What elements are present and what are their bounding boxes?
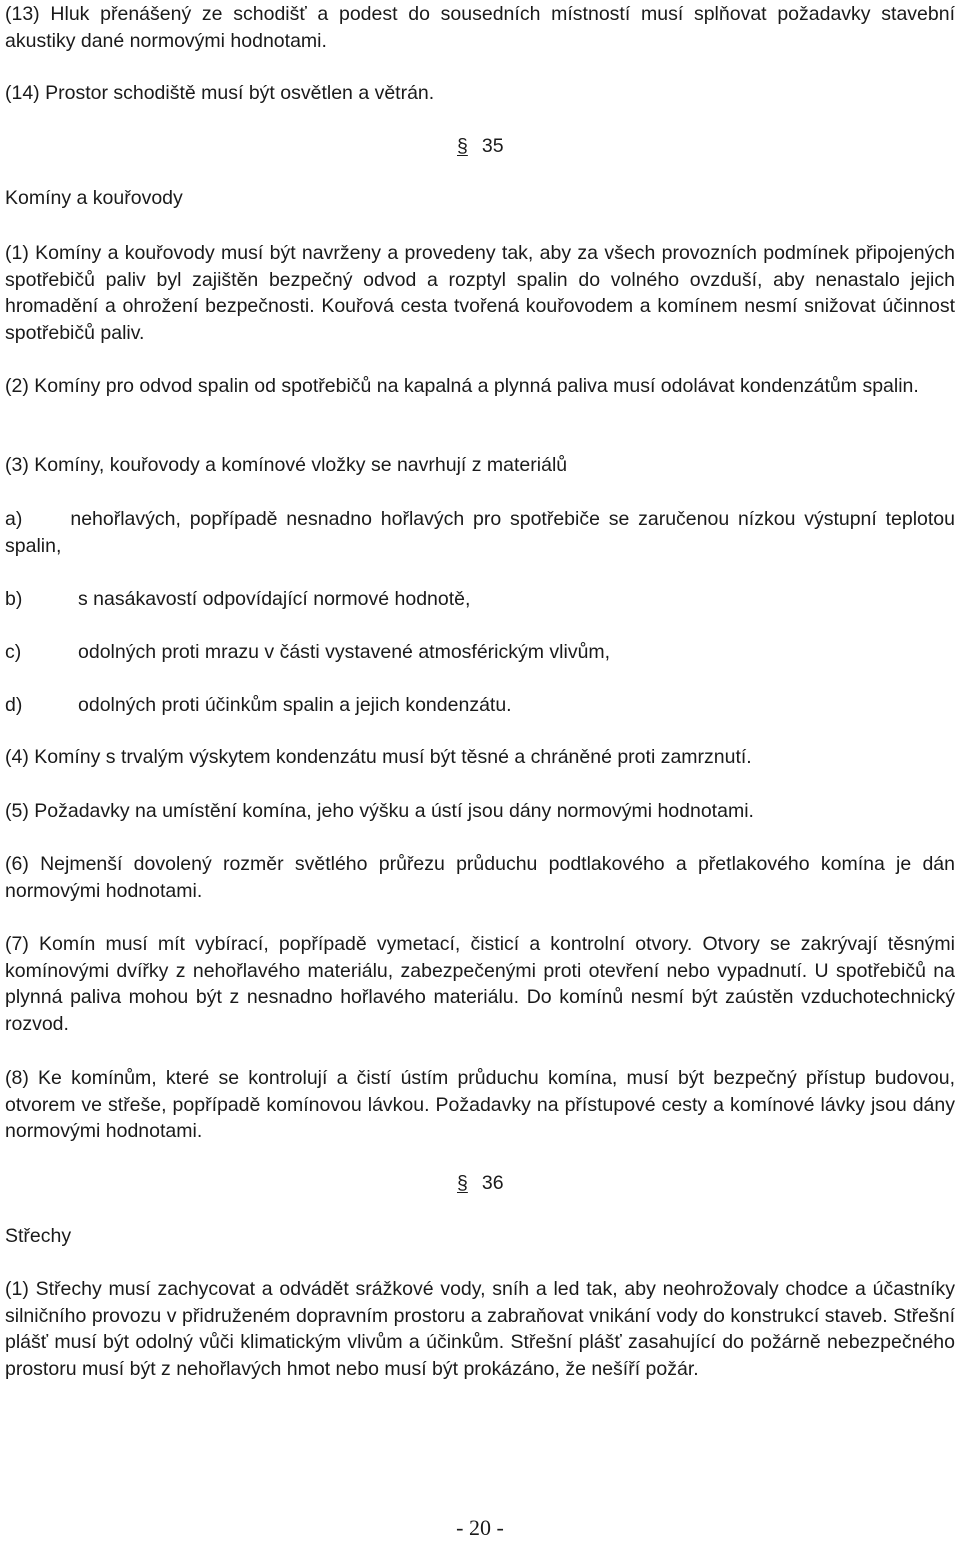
list-item-text: nehořlavých, popřípadě nesnadno hořlavých pro spotřebiče se zaručenou nízkou výstupní teplotou spalin, xyxy=(5,508,955,557)
list-item-label: c) xyxy=(5,641,22,663)
section-sign: § xyxy=(457,1172,468,1194)
section-35-paragraph-2: (2) Komíny pro odvod spalin od spotřebičů na kapalná a plynná paliva musí odolávat kondenzátům spalin. xyxy=(5,375,919,397)
list-item-label: a) xyxy=(5,508,23,530)
list-item-c xyxy=(5,639,955,666)
paragraph-13: (13) Hluk přenášený ze schodišť a podest do sousedních místností musí splňovat požadavky stavební akustiky dané normovými hodnotami. xyxy=(5,3,955,52)
section-36-paragraph-1: (1) Střechy musí zachycovat a odvádět srážkové vody, sníh a led tak, aby neohrožovaly chodce a účastníky silničního provozu v přidruženém dopravním prostoru a zabraňovat vnikání vody do konstrukcí staveb. Střešní plášť musí být odolný vůči klimatickým vlivům a účinkům. Střešní plášť zasahující do požárně nebezpečného prostoru musí být z nehořlavých hmot nebo musí být prokázáno, že nešíří požár. xyxy=(5,1278,955,1380)
section-sign: § xyxy=(457,135,468,157)
section-35-paragraph-7: (7) Komín musí mít vybírací, popřípadě vymetací, čisticí a kontrolní otvory. Otvory se zakrývají těsnými komínovými dvířky z nehořlavého materiálu, zabezpečenými proti otevření nebo vypadnutí. U spotřebičů na plynná paliva mohou být z nesnadno hořlavého materiálu. Do komínů nesmí být zaústěn vzduchotechnický rozvod. xyxy=(5,933,955,1035)
section-number: 35 xyxy=(481,135,504,157)
section-35-paragraph-6: (6) Nejmenší dovolený rozměr světlého průřezu průduchu podtlakového a přetlakového komína je dán normovými hodnotami. xyxy=(5,853,955,902)
section-35-paragraph-5: (5) Požadavky na umístění komína, jeho výšku a ústí jsou dány normovými hodnotami. xyxy=(5,800,754,822)
section-36-title: Střechy xyxy=(5,1225,72,1247)
section-35-paragraph-1: (1) Komíny a kouřovody musí být navrženy a provedeny tak, aby za všech provozních podmínek připojených spotřebičů paliv byl zajištěn bezpečný odvod a rozptyl spalin do volného ovzduší, aby nenastalo jejich hromadění a ohrožení bezpečnosti. Kouřová cesta tvořená kouřovodem a komínem nesmí snižovat účinnost spotřebičů paliv. xyxy=(5,242,955,344)
list-item-label: d) xyxy=(5,694,23,716)
section-35-title: Komíny a kouřovody xyxy=(5,187,183,209)
list-item-d xyxy=(5,692,955,719)
section-36-heading xyxy=(457,1170,504,1197)
list-item-label: b) xyxy=(5,588,23,610)
section-35-heading xyxy=(457,133,504,160)
paragraph-14: (14) Prostor schodiště musí být osvětlen a větrán. xyxy=(5,82,435,104)
section-number: 36 xyxy=(481,1172,504,1194)
list-item-a xyxy=(5,506,955,559)
list-item-text: odolných proti mrazu v části vystavené atmosférickým vlivům, xyxy=(78,641,611,663)
section-35-paragraph-3: (3) Komíny, kouřovody a komínové vložky se navrhují z materiálů xyxy=(5,454,568,476)
list-item-text: odolných proti účinkům spalin a jejich kondenzátu. xyxy=(78,694,512,716)
page-number: - 20 - xyxy=(456,1515,504,1540)
section-35-paragraph-4: (4) Komíny s trvalým výskytem kondenzátu musí být těsné a chráněné proti zamrznutí. xyxy=(5,746,752,768)
section-35-paragraph-8: (8) Ke komínům, které se kontrolují a čistí ústím průduchu komína, musí být bezpečný přístup budovou, otvorem ve střeše, popřípadě komínovou lávkou. Požadavky na přístupové cesty a komínové lávky jsou dány normovými hodnotami. xyxy=(5,1067,955,1142)
list-item-b xyxy=(5,586,955,613)
list-item-text: s nasákavostí odpovídající normové hodnotě, xyxy=(78,588,471,610)
